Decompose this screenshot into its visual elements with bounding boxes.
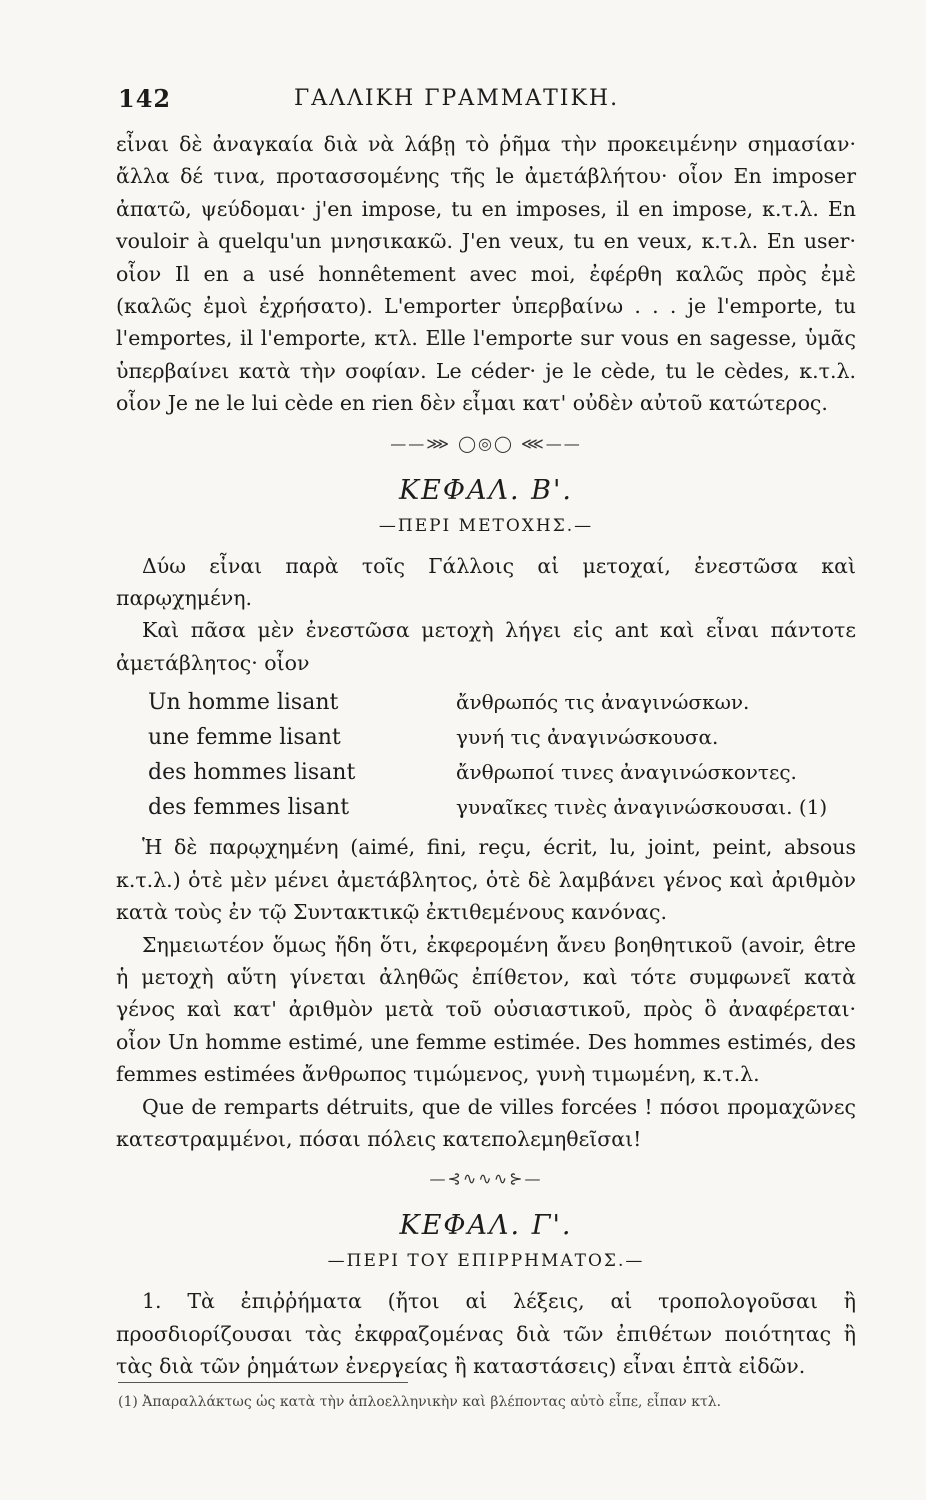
example-sentence: Que de remparts détruits, que de villes forcées ! πόσοι προμαχῶνες κατεστραμμένοι, πόσαι πόλεις κατεπολεμηθεῖσαι! bbox=[116, 1094, 856, 1151]
ornament-divider: ——⋙ ◯◎◯ ⋘—— bbox=[390, 433, 582, 453]
adverb-intro: 1. Τὰ ἐπιῤῥήματα (ἤτοι αἱ λέξεις, αἱ τροπολογοῦσαι ἢ προσδιορίζουσαι τὰς ἐκφραζομένας διὰ τῶν ἐπιθέτων ποιότητας ἢ τὰς διὰ τῶν ῥημάτων ἐνεργείας ἢ καταστάσεις) εἶναι ἑπτὰ εἰδῶν. bbox=[116, 1289, 856, 1379]
example-row bbox=[148, 790, 856, 825]
chapter-b-subtitle: —ΠΕΡΙ ΜΕΤΟΧΗΣ.— bbox=[378, 515, 594, 536]
page-number: 142 bbox=[118, 84, 172, 113]
present-participle-rule: Καὶ πᾶσα μὲν ἐνεστῶσα μετοχὴ λήγει εἰς ant καὶ εἶναι πάντοτε ἀμετάβλητος· οἷον bbox=[116, 618, 856, 675]
intro-paragraph: εἶναι δὲ ἀναγκαία διὰ νὰ λάβῃ τὸ ῥῆμα τὴν προκειμένην σημασίαν· ἄλλα δέ τινα, προτασσομένης τῆς le ἀμετάβλήτου· οἷον En imposer ἀπατῶ, ψεύδομαι· j'en impose, tu en imposes, il en impose, κ.τ.λ. En vouloir à quelqu'un μνησικακῶ. J'en veux, tu en veux, κ.τ.λ. En user· οἷον Il en a usé honnêtement avec moi, ἐφέρθη καλῶς πρὸς ἐμὲ (καλῶς ἐμοὶ ἐχρήσατο). L'emporter ὑπερβαίνω . . . je l'emporte, tu l'emportes, il l'emporte, κτλ. Elle l'emporte sur vous en sagesse, ὑμᾶς ὑπερβαίνει κατὰ τὴν σοφίαν. Le céder· je le cède, tu le cèdes, κ.τ.λ. οἷον Je ne le lui cède en rien δὲν εἶμαι κατ' οὐδὲν αὐτοῦ κατώτερος. bbox=[116, 132, 856, 416]
chapter-b-title: ΚΕΦΑΛ. Β'. bbox=[398, 474, 574, 506]
example-french: des hommes lisant bbox=[148, 760, 356, 786]
page-header bbox=[118, 84, 866, 120]
chapter-c-subtitle: —ΠΕΡΙ ΤΟΥ ΕΠΙΡΡΗΜΑΤΟΣ.— bbox=[327, 1251, 645, 1272]
participle-examples bbox=[148, 685, 856, 825]
page-body bbox=[116, 128, 856, 1383]
participle-intro: Δύω εἶναι παρὰ τοῖς Γάλλοις αἱ μετοχαί, ἐνεστῶσα καὶ παρῳχημένη. bbox=[116, 553, 856, 611]
example-french: une femme lisant bbox=[148, 725, 341, 751]
ornament-divider: —⊰∿∿∿⊱— bbox=[429, 1169, 543, 1189]
chapter-c-title: ΚΕΦΑΛ. Γ'. bbox=[399, 1210, 573, 1242]
example-greek: γυνή τις ἀναγινώσκουσα. bbox=[456, 725, 719, 750]
example-french: Un homme lisant bbox=[148, 690, 339, 716]
adjective-note: Σημειωτέον ὅμως ἤδη ὅτι, ἐκφερομένη ἄνευ βοηθητικοῦ (avoir, être ἡ μετοχὴ αὕτη γίνεται ἀληθῶς ἐπίθετον, καὶ τότε συμφωνεῖ κατὰ γένος καὶ κατ' ἀριθμὸν μετὰ τοῦ οὐσιαστικοῦ, πρὸς ὃ ἀναφέρεται· οἷον Un homme estimé, une femme estimée. Des hommes estimés, des femmes estimées ἄνθρωπος τιμώμενος, γυνὴ τιμωμένη, κ.τ.λ. bbox=[116, 932, 856, 1087]
example-row bbox=[148, 720, 856, 755]
example-greek: γυναῖκες τινὲς ἀναγινώσκουσαι. (1) bbox=[456, 795, 828, 820]
example-french: des femmes lisant bbox=[148, 795, 350, 821]
example-row bbox=[148, 685, 856, 720]
example-greek: ἄνθρωπός τις ἀναγινώσκων. bbox=[456, 690, 750, 715]
past-participle-rule: Ἡ δὲ παρῳχημένη (aimé, fini, reçu, écrit, lu, joint, peint, absous κ.τ.λ.) ὁτὲ μὲν μένει ἀμετάβλητος, ὁτὲ δὲ λαμβάνει γένος καὶ ἀριθμὸν κατὰ τοὺς ἐν τῷ Συντακτικῷ ἐκτιθεμένους κανόνας. bbox=[116, 835, 856, 925]
example-row bbox=[148, 755, 856, 790]
footnote-rule bbox=[118, 1382, 408, 1383]
running-title: ΓΑΛΛΙΚΗ ΓΡΑΜΜΑΤΙΚΗ. bbox=[294, 86, 620, 111]
footnote: (1) Ἀπαραλλάκτως ὡς κατὰ τὴν ἁπλοελληνικὴν καὶ βλέποντας αὐτὸ εἶπε, εἶπαν κτλ. bbox=[118, 1394, 722, 1410]
example-greek: ἄνθρωποί τινες ἀναγινώσκοντες. bbox=[456, 760, 797, 785]
